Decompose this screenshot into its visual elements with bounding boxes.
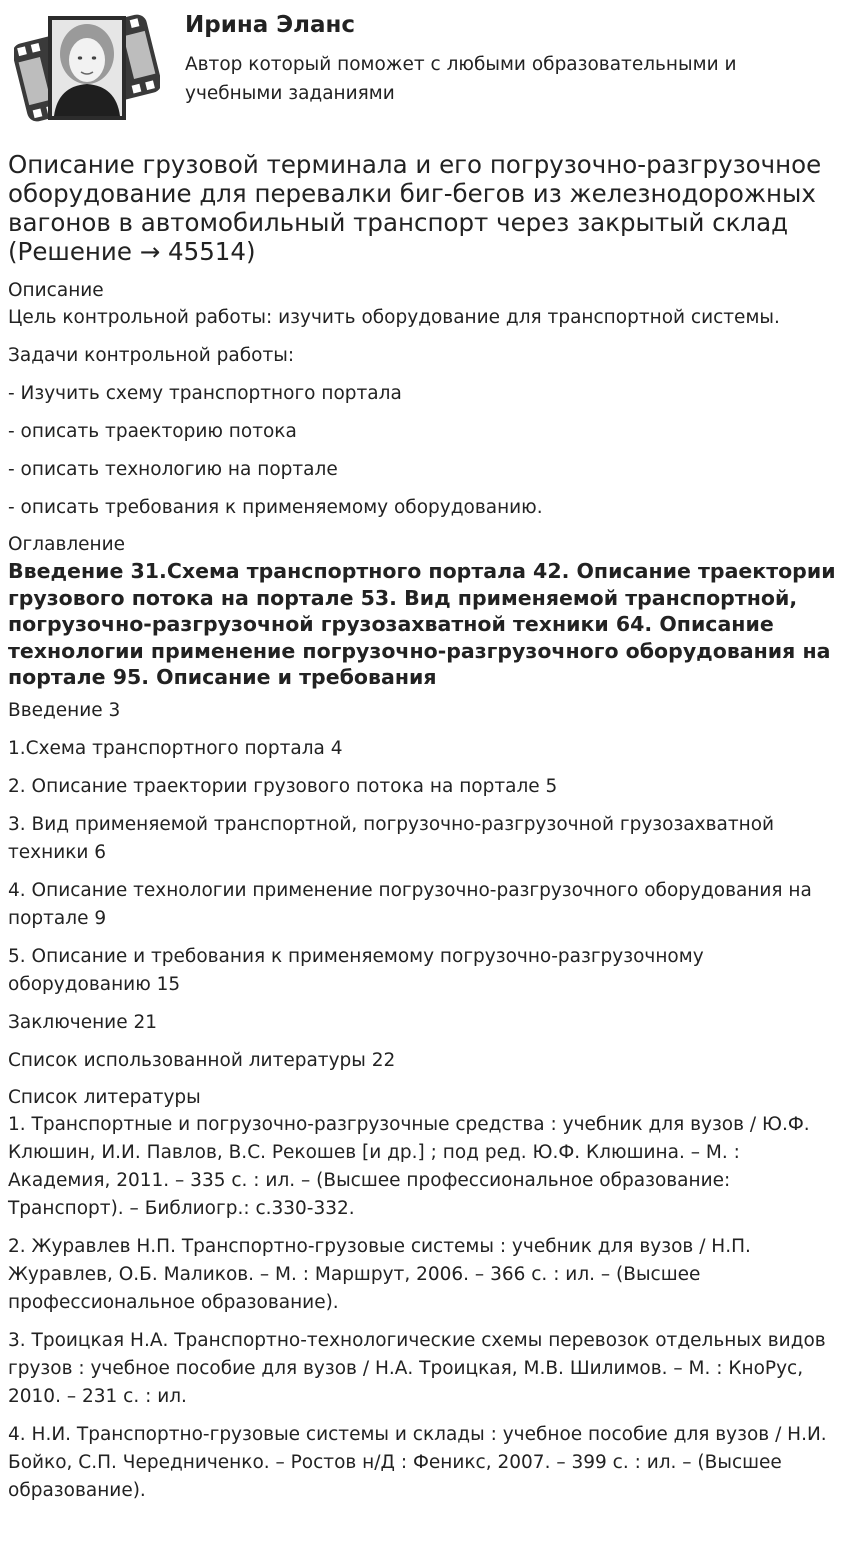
toc-item: 1.Схема транспортного портала 4 <box>8 737 343 759</box>
page-title: Описание грузовой терминала и его погрузочно-разгрузочное оборудование для перевалки биг-бегов из железнодорожных вагонов в автомобильный транспорт через закрытый склад (Решение → 45514) <box>8 150 822 266</box>
toc-list <box>8 697 839 1075</box>
description-paragraph: Задачи контрольной работы: <box>8 345 295 366</box>
toc-item: 4. Описание технологии применение погрузочно-разгрузочного оборудования на портале 9 <box>8 879 812 929</box>
toc-item: 2. Описание траектории грузового потока на портале 5 <box>8 775 558 797</box>
description-paragraph: - Изучить схему транспортного портала <box>8 383 402 404</box>
literature-item: 3. Троицкая Н.А. Транспортно-технологические схемы перевозок отдельных видов грузов : учебное пособие для вузов / Н.А. Троицкая, М.В. Шилимов. – М. : КноРус, 2010. – 231 с. : ил. <box>8 1329 826 1407</box>
toc-item: Список использованной литературы 22 <box>8 1049 396 1071</box>
description-paragraph: - описать требования к применяемому оборудованию. <box>8 497 543 518</box>
literature-item: 4. Н.И. Транспортно-грузовые системы и склады : учебное пособие для вузов / Н.И. Бойко, С.П. Чередниченко. – Ростов н/Д : Феникс, 2007. – 399 с. : ил. – (Высшее образование). <box>8 1423 827 1501</box>
literature-item: 1. Транспортные и погрузочно-разгрузочные средства : учебник для вузов / Ю.Ф. Клюшин, И.И. Павлов, В.С. Рекошев [и др.] ; под ред. Ю.Ф. Клюшина. – М. : Академия, 2011. – 335 с. : ил. – (Высшее профессиональное образование: Транспорт). – Библиогр.: с.330-332. <box>8 1113 810 1219</box>
description-paragraph: - описать траекторию потока <box>8 421 297 442</box>
toc-item: 3. Вид применяемой транспортной, погрузочно-разгрузочной грузозахватной техники 6 <box>8 813 775 863</box>
author-card <box>8 0 839 140</box>
author-name[interactable]: Ирина Эланс <box>185 12 356 38</box>
toc-summary: Введение 31.Схема транспортного портала 42. Описание траектории грузового потока на портале 53. Вид применяемой транспортной, погрузочно-разгрузочной грузозахватной техники 64. Описание технологии применение погрузочно-разгрузочного оборудования на портале 95. Описание и требования <box>8 559 836 689</box>
author-description: Автор который поможет с любыми образовательными и учебными заданиями <box>185 54 737 104</box>
toc-label: Оглавление <box>8 534 126 555</box>
description-paragraph: - описать технологию на портале <box>8 459 338 480</box>
toc-item: Введение 3 <box>8 699 121 721</box>
toc-item: 5. Описание и требования к применяемому погрузочно-разгрузочному оборудованию 15 <box>8 945 704 995</box>
description-label: Описание <box>8 280 104 301</box>
description-block <box>8 304 839 522</box>
filmstrip-avatar-icon <box>14 6 160 130</box>
literature-list <box>8 1111 839 1505</box>
description-paragraph: Цель контрольной работы: изучить оборудование для транспортной системы. <box>8 307 780 328</box>
literature-label: Список литературы <box>8 1086 201 1108</box>
author-avatar[interactable] <box>14 6 160 130</box>
literature-item: 2. Журавлев Н.П. Транспортно-грузовые системы : учебник для вузов / Н.П. Журавлев, О.Б. Маликов. – М. : Маршрут, 2006. – 366 с. : ил. – (Высшее профессиональное образование). <box>8 1235 751 1313</box>
toc-item: Заключение 21 <box>8 1011 158 1033</box>
